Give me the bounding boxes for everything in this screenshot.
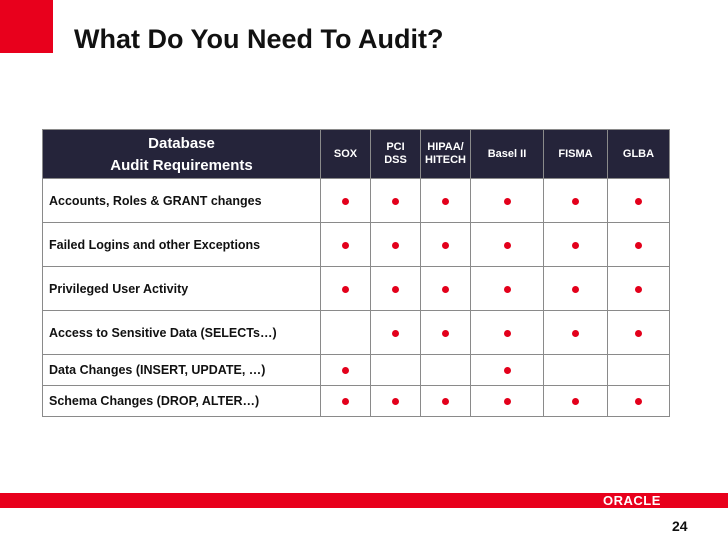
- bullet-dot-icon: [572, 330, 579, 337]
- bullet-dot-icon: [342, 198, 349, 205]
- table-row: [43, 355, 670, 386]
- check-cell: [371, 267, 421, 311]
- bullet-dot-icon: [635, 398, 642, 405]
- check-cell: [608, 223, 670, 267]
- header-audit-requirements: Database Audit Requirements: [43, 130, 321, 179]
- oracle-logo: ORACLE: [603, 493, 661, 508]
- header-basel-ii: Basel II: [471, 130, 544, 179]
- bullet-dot-icon: [442, 330, 449, 337]
- check-cell: [421, 267, 471, 311]
- check-cell: [371, 311, 421, 355]
- bullet-dot-icon: [572, 242, 579, 249]
- row-label: Failed Logins and other Exceptions: [43, 223, 321, 267]
- check-cell: [421, 386, 471, 417]
- bullet-dot-icon: [504, 198, 511, 205]
- header-hipaa-hitech: HIPAA/ HITECH: [421, 130, 471, 179]
- bullet-dot-icon: [392, 286, 399, 293]
- bullet-dot-icon: [342, 242, 349, 249]
- bullet-dot-icon: [342, 367, 349, 374]
- audit-requirements-table: [42, 129, 670, 417]
- bullet-dot-icon: [342, 286, 349, 293]
- bullet-dot-icon: [392, 242, 399, 249]
- bullet-dot-icon: [504, 242, 511, 249]
- bullet-dot-icon: [504, 367, 511, 374]
- bullet-dot-icon: [392, 398, 399, 405]
- row-label: Access to Sensitive Data (SELECTs…): [43, 311, 321, 355]
- bullet-dot-icon: [572, 398, 579, 405]
- check-cell: [321, 223, 371, 267]
- check-cell: [421, 223, 471, 267]
- red-accent-square: [0, 0, 53, 53]
- page-number: 24: [672, 518, 688, 534]
- bullet-dot-icon: [572, 198, 579, 205]
- table-row: [43, 386, 670, 417]
- header-pci-dss: PCI DSS: [371, 130, 421, 179]
- check-cell: [321, 179, 371, 223]
- bullet-dot-icon: [635, 330, 642, 337]
- check-cell: [421, 311, 471, 355]
- bullet-dot-icon: [392, 330, 399, 337]
- check-cell: [608, 267, 670, 311]
- bullet-dot-icon: [635, 198, 642, 205]
- check-cell: [471, 386, 544, 417]
- bullet-dot-icon: [635, 242, 642, 249]
- bullet-dot-icon: [572, 286, 579, 293]
- check-cell: [471, 179, 544, 223]
- table-row: [43, 267, 670, 311]
- bullet-dot-icon: [392, 198, 399, 205]
- check-cell: [608, 179, 670, 223]
- check-cell: [608, 355, 670, 386]
- table-row: [43, 179, 670, 223]
- check-cell: [608, 386, 670, 417]
- table-row: [43, 311, 670, 355]
- check-cell: [421, 179, 471, 223]
- check-cell: [321, 386, 371, 417]
- header-glba: GLBA: [608, 130, 670, 179]
- row-label: Accounts, Roles & GRANT changes: [43, 179, 321, 223]
- header-sox: SOX: [321, 130, 371, 179]
- check-cell: [471, 355, 544, 386]
- check-cell: [608, 311, 670, 355]
- check-cell: [471, 311, 544, 355]
- check-cell: [544, 386, 608, 417]
- table-row: [43, 223, 670, 267]
- table-body: [43, 179, 670, 417]
- check-cell: [471, 267, 544, 311]
- row-label: Data Changes (INSERT, UPDATE, …): [43, 355, 321, 386]
- bullet-dot-icon: [504, 286, 511, 293]
- bullet-dot-icon: [442, 198, 449, 205]
- check-cell: [544, 355, 608, 386]
- check-cell: [544, 223, 608, 267]
- check-cell: [371, 223, 421, 267]
- check-cell: [321, 311, 371, 355]
- check-cell: [371, 179, 421, 223]
- slide-title: What Do You Need To Audit?: [74, 24, 444, 54]
- row-label: Privileged User Activity: [43, 267, 321, 311]
- check-cell: [544, 267, 608, 311]
- bullet-dot-icon: [442, 242, 449, 249]
- table-header-row: [43, 130, 670, 179]
- header-fisma: FISMA: [544, 130, 608, 179]
- check-cell: [544, 311, 608, 355]
- check-cell: [544, 179, 608, 223]
- check-cell: [321, 355, 371, 386]
- bullet-dot-icon: [504, 398, 511, 405]
- check-cell: [471, 223, 544, 267]
- bullet-dot-icon: [342, 398, 349, 405]
- bullet-dot-icon: [504, 330, 511, 337]
- row-label: Schema Changes (DROP, ALTER…): [43, 386, 321, 417]
- check-cell: [371, 355, 421, 386]
- check-cell: [371, 386, 421, 417]
- bullet-dot-icon: [442, 286, 449, 293]
- check-cell: [321, 267, 371, 311]
- check-cell: [421, 355, 471, 386]
- bullet-dot-icon: [442, 398, 449, 405]
- bullet-dot-icon: [635, 286, 642, 293]
